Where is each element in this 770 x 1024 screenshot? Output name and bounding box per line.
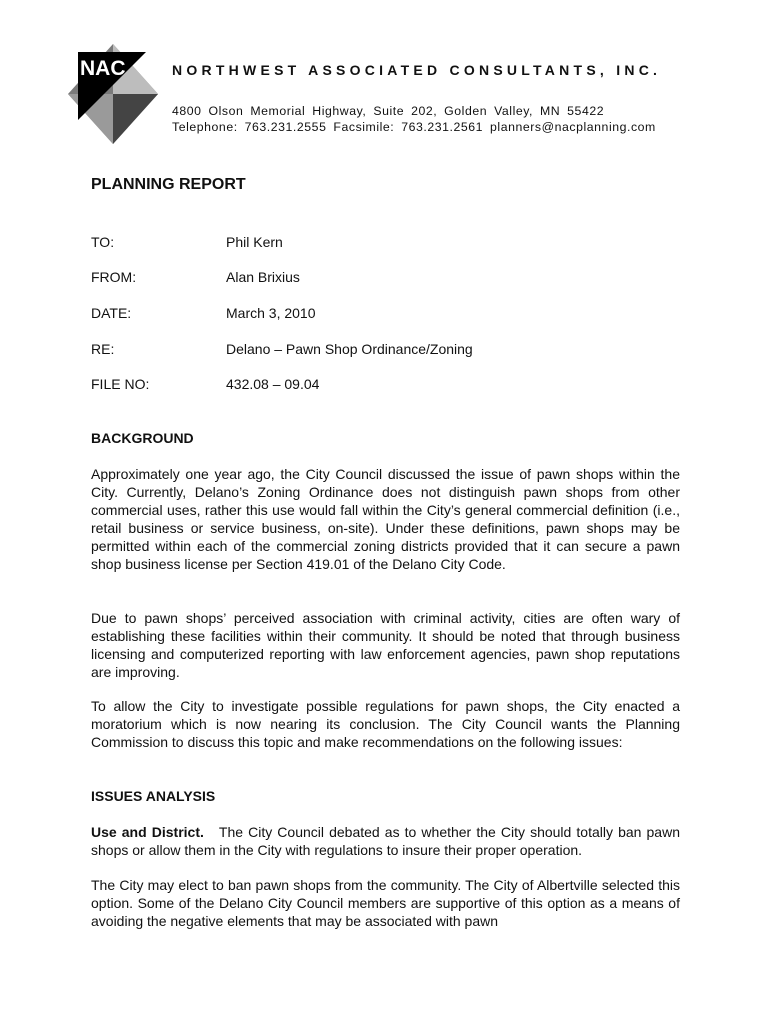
company-name: NORTHWEST ASSOCIATED CONSULTANTS, INC.	[172, 62, 662, 78]
field-label: FILE NO:	[91, 376, 150, 392]
field-value: Alan Brixius	[226, 269, 300, 285]
issues-heading: ISSUES ANALYSIS	[91, 788, 216, 804]
field-value: 432.08 – 09.04	[226, 376, 320, 392]
background-paragraph-2: Due to pawn shops’ perceived association with criminal activity, cities are often wary of establishing these facilities within their community. It should be noted that through business licensing and computerized reporting with law enforcement agencies, pawn shop reputations are improving.	[91, 610, 680, 680]
field-label: FROM:	[91, 269, 137, 285]
field-label: DATE:	[91, 305, 132, 321]
nac-logo	[66, 42, 160, 146]
field-file-no	[91, 376, 691, 394]
field-value: March 3, 2010	[226, 305, 316, 321]
field-label: TO:	[91, 234, 115, 250]
use-and-district-heading: Use and District.	[91, 824, 204, 840]
background-heading: BACKGROUND	[91, 430, 194, 446]
use-and-district-text: The City Council debated as to whether the City should totally ban pawn shops or allow them in the City with regulations to insure their proper operation.	[91, 824, 680, 858]
ban-option-paragraph: The City may elect to ban pawn shops from the community. The City of Albertville selected this option. Some of the Delano City Council members are supportive of this option as a means of avoiding the negative elements that may be associated with pawn	[91, 877, 680, 929]
field-label: RE:	[91, 341, 115, 357]
field-to	[91, 234, 691, 252]
report-title: PLANNING REPORT	[91, 176, 246, 193]
field-date	[91, 305, 691, 323]
field-from	[91, 269, 691, 287]
contact-line: Telephone: 763.231.2555 Facsimile: 763.231.2561 planners@nacplanning.com	[172, 120, 656, 134]
background-paragraph-3: To allow the City to investigate possible regulations for pawn shops, the City enacted a moratorium which is now nearing its conclusion. The City Council wants the Planning Commission to discuss this topic and make recommendations on the following issues:	[91, 698, 680, 750]
company-contact	[172, 103, 656, 135]
address-line: 4800 Olson Memorial Highway, Suite 202, Golden Valley, MN 55422	[172, 104, 605, 118]
field-value: Phil Kern	[226, 234, 283, 250]
field-value: Delano – Pawn Shop Ordinance/Zoning	[226, 341, 473, 357]
logo-text: NAC	[80, 57, 126, 80]
field-re	[91, 341, 691, 359]
background-paragraph-1: Approximately one year ago, the City Council discussed the issue of pawn shops within the City. Currently, Delano’s Zoning Ordinance does not distinguish pawn shops from other commercial uses, rather this use would fall within the City’s general commercial definition (i.e., retail business or service business, on-site). Under these definitions, pawn shops may be permitted within each of the commercial zoning districts provided that it can secure a pawn shop business license per Section 419.01 of the Delano City Code.	[91, 466, 680, 572]
use-and-district-paragraph	[91, 823, 680, 859]
